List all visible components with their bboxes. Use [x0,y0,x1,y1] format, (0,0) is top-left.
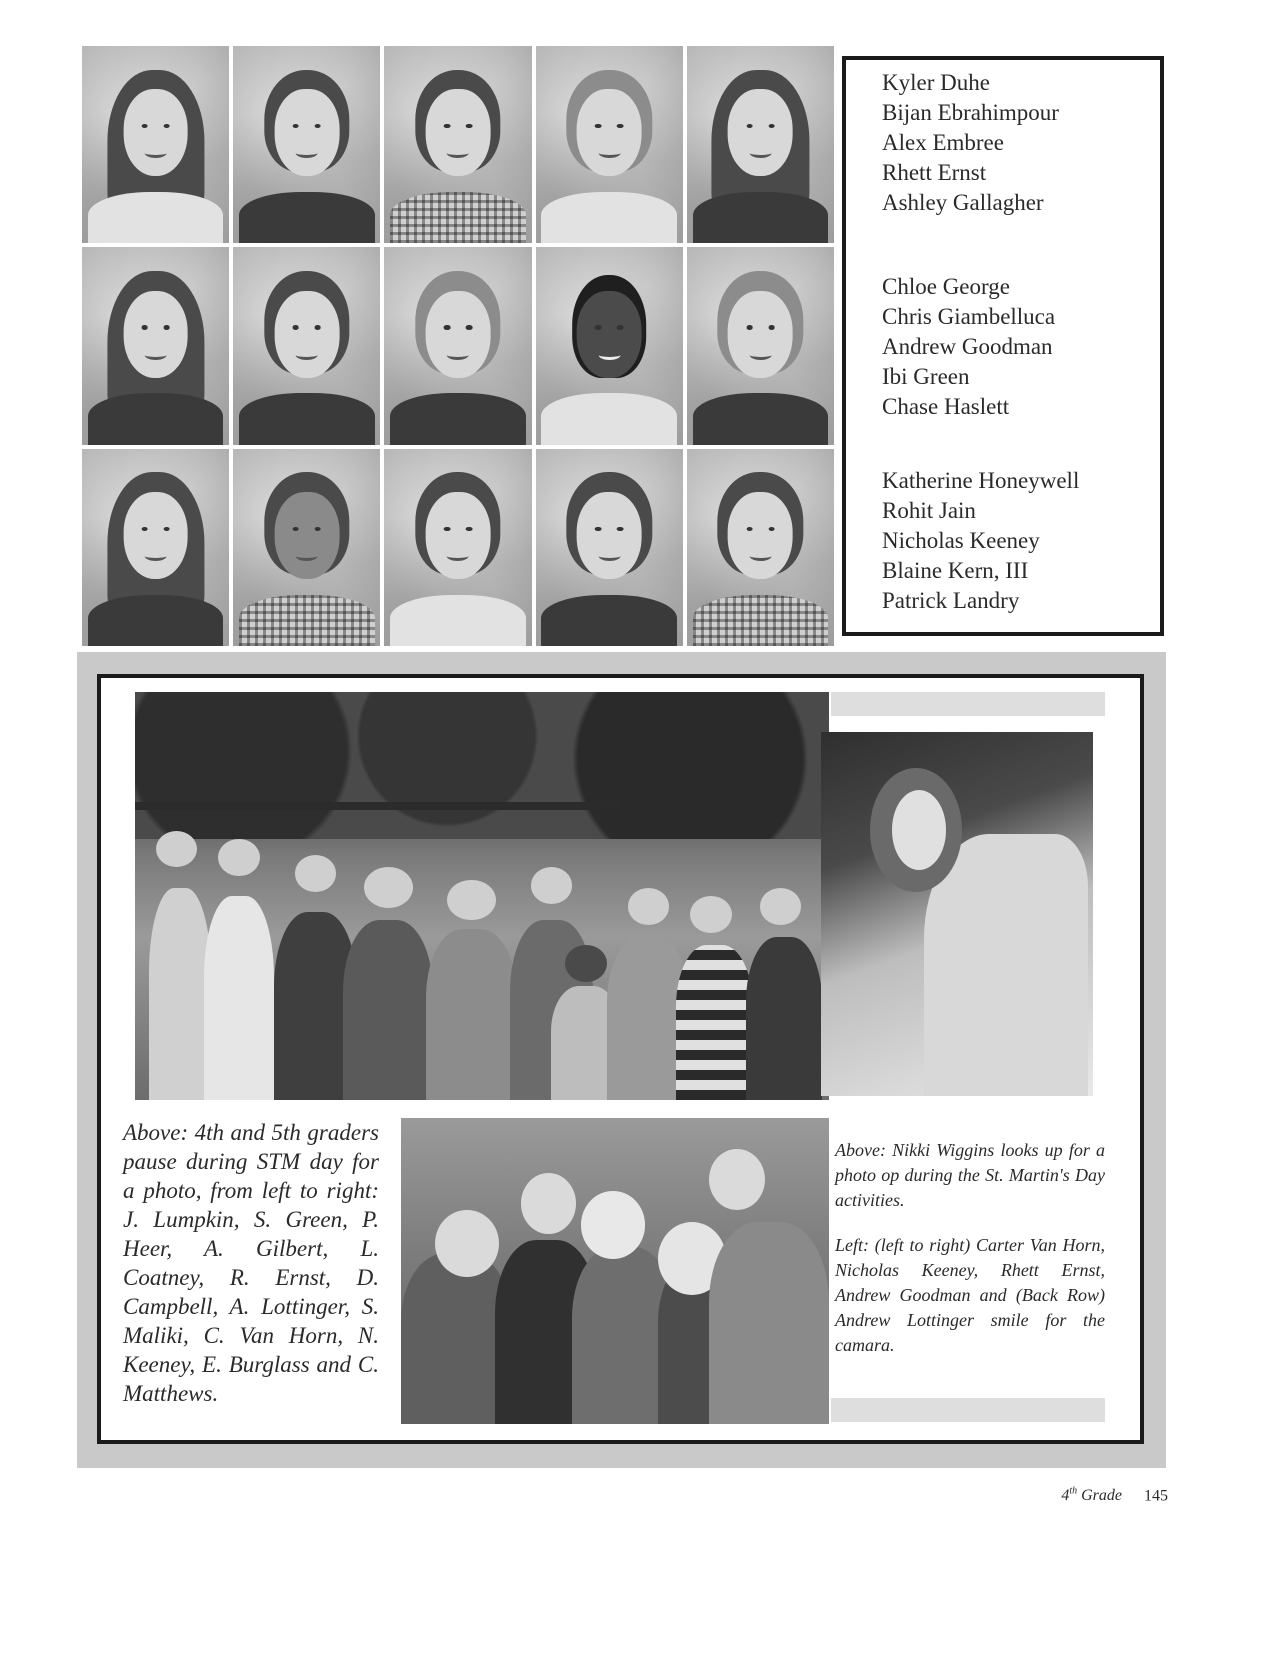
student-name: Patrick Landry [882,588,1020,613]
student-name: Chase Haslett [882,394,1010,419]
candid-photo-panel [77,652,1166,1468]
student-portrait [536,449,683,646]
decorative-bar [831,692,1105,716]
student-name: Rohit Jain [882,498,976,523]
student-portrait [384,46,531,243]
student-name: Blaine Kern, III [882,558,1029,583]
portrait-grid [82,46,834,646]
student-portrait [536,247,683,444]
student-name: Nicholas Keeney [882,528,1040,553]
right-captions [835,1138,1105,1378]
student-portrait [233,46,380,243]
student-portrait [687,247,834,444]
student-portrait [233,247,380,444]
girl-photo [821,732,1093,1096]
student-portrait [384,449,531,646]
section-label [1061,1487,1122,1504]
friends-photo-caption: Left: (left to right) Carter Van Horn, Nicholas Keeney, Rhett Ernst, Andrew Goodman and (Back Row) Andrew Lottinger smile for the camara. [835,1235,1105,1355]
student-name: Alex Embree [882,130,1004,155]
name-group-row-3 [882,466,1079,616]
student-name: Rhett Ernst [882,160,987,185]
student-name: Ibi Green [882,364,970,389]
student-portrait [384,247,531,444]
name-group-row-2 [882,272,1055,422]
page-footer [1061,1486,1168,1505]
student-portrait [82,449,229,646]
student-name: Katherine Honeywell [882,468,1080,493]
name-group-row-1 [882,68,1059,218]
student-portrait [687,449,834,646]
girl-photo-caption: Above: Nikki Wiggins looks up for a photo op during the St. Martin's Day activities. [835,1140,1105,1210]
group-photo-caption: Above: 4th and 5th graders pause during STM day for a photo, from left to right: J. Lumpkin, S. Green, P. Heer, A. Gilbert, L. Coatney, R. Ernst, D. Campbell, A. Lottinger, S. Maliki, C. Van Horn, N. Keeney, E. Burglass and C. Matthews. [123,1120,379,1406]
student-name: Andrew Goodman [882,334,1053,359]
decorative-bar [831,1398,1105,1422]
student-name: Kyler Duhe [882,70,990,95]
grade-suffix: th [1069,1486,1078,1497]
page-number: 145 [1144,1487,1168,1505]
student-name: Chloe George [882,274,1010,299]
student-name: Chris Giambelluca [882,304,1056,329]
photo-frame [97,674,1144,1444]
student-portrait [233,449,380,646]
group-photo [135,692,829,1100]
grade-word: Grade [1081,1487,1122,1505]
friends-photo [401,1118,829,1424]
student-name: Ashley Gallagher [882,190,1044,215]
student-portrait [82,247,229,444]
names-box [842,56,1164,636]
grade-number: 4 [1061,1487,1070,1505]
student-portrait [687,46,834,243]
student-portrait [82,46,229,243]
student-name: Bijan Ebrahimpour [882,100,1059,125]
student-portrait [536,46,683,243]
